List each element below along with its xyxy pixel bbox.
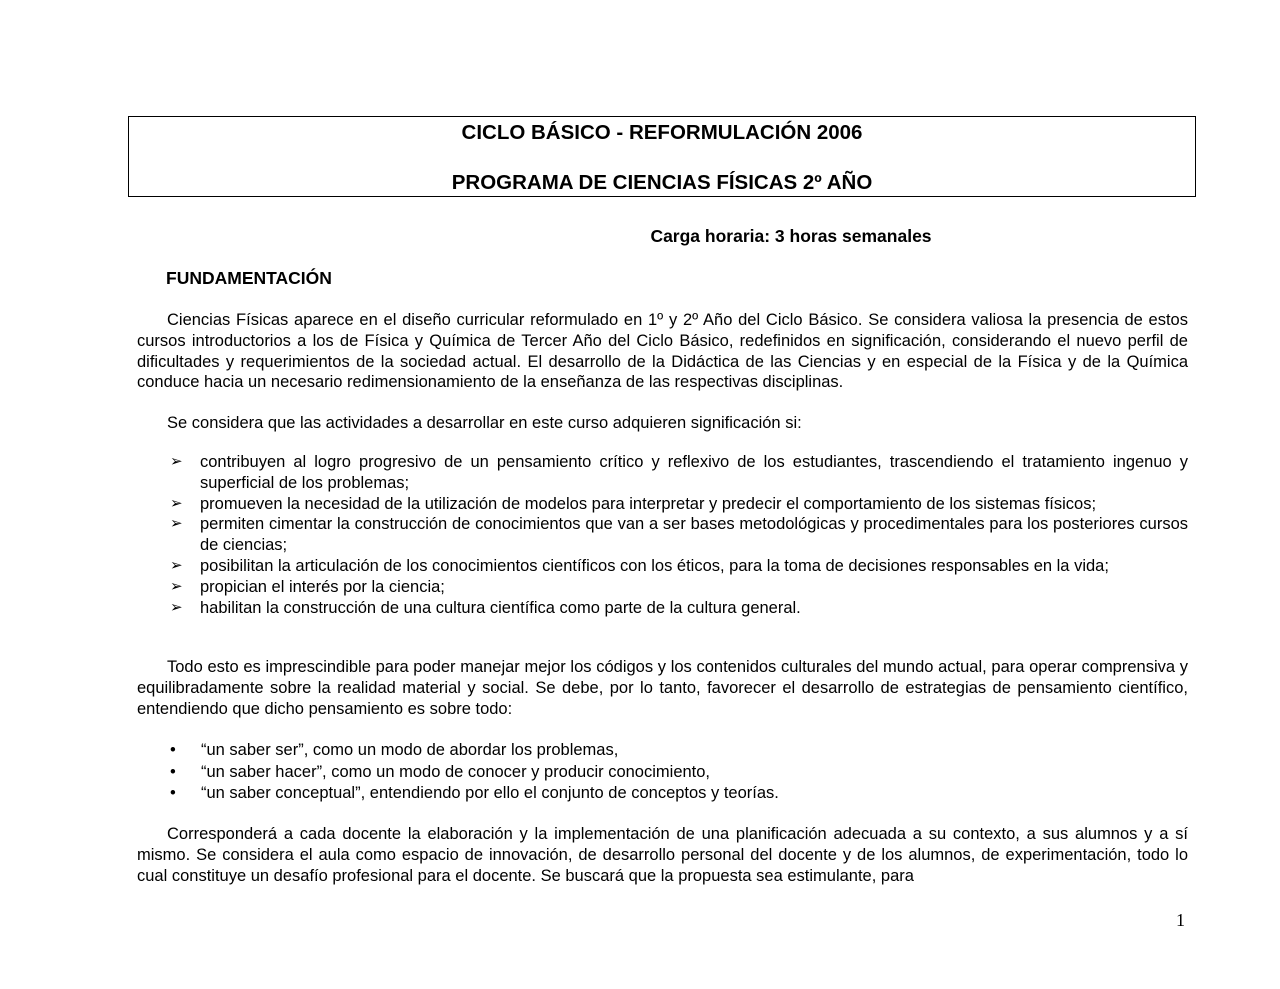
paragraph-activities: Se considera que las actividades a desarrollar en este curso adquieren significación si: bbox=[167, 414, 802, 432]
list-item bbox=[137, 598, 1188, 619]
title-box bbox=[128, 116, 1196, 197]
paragraph-codes: Todo esto es imprescindible para poder manejar mejor los códigos y los contenidos culturales del mundo actual, para operar comprensiva y equilibradamente sobre la realidad material y social. Se debe, por lo tanto, favorecer el desarrollo de estrategias de pensamiento científico, entendiendo que dicho pensamiento es sobre todo: bbox=[137, 658, 1188, 718]
list-item bbox=[137, 762, 1188, 784]
arrow-bullet-icon: ➢ bbox=[170, 515, 183, 533]
arrow-list bbox=[137, 452, 1188, 618]
list-item bbox=[137, 514, 1188, 556]
list-item-text: posibilitan la articulación de los conocimientos científicos con los éticos, para la toma de decisiones responsables en la vida; bbox=[200, 556, 1109, 575]
document-subtitle: PROGRAMA DE CIENCIAS FÍSICAS 2º AÑO bbox=[451, 171, 873, 194]
list-item-text: habilitan la construcción de una cultura científica como parte de la cultura general. bbox=[200, 598, 801, 617]
page-number: 1 bbox=[1176, 910, 1185, 930]
list-item-text: contribuyen al logro progresivo de un pensamiento crítico y reflexivo de los estudiantes, trascendiendo el tratamiento ingenuo y superficial de los problemas; bbox=[200, 453, 1188, 492]
paragraph-intro: Ciencias Físicas aparece en el diseño curricular reformulado en 1º y 2º Año del Ciclo Básico. Se considera valiosa la presencia de estos cursos introductorios a los de Física y Química de Tercer Año del Ciclo Básico, redefinidos en significación, considerando el nuevo perfil de dificultades y requerimientos de la sociedad actual. El desarrollo de la Didáctica de las Ciencias y en especial de la Física y de la Química conduce hacia un necesario redimensionamiento de la enseñanza de las respectivas disciplinas. bbox=[137, 311, 1188, 392]
list-item-text: permiten cimentar la construcción de conocimientos que van a ser bases metodológicas y procedimentales para los posteriores cursos de ciencias; bbox=[200, 515, 1188, 555]
list-item-text: propician el interés por la ciencia; bbox=[200, 577, 445, 596]
arrow-bullet-icon: ➢ bbox=[170, 453, 183, 470]
list-item-text: promueven la necesidad de la utilización de modelos para interpretar y predecir el comportamiento de los sistemas físicos; bbox=[200, 494, 1097, 513]
dot-bullet-icon: • bbox=[170, 784, 176, 802]
list-item bbox=[137, 577, 1188, 598]
arrow-bullet-icon: ➢ bbox=[170, 598, 183, 616]
list-item bbox=[137, 556, 1188, 577]
list-item bbox=[137, 452, 1188, 494]
list-item bbox=[137, 783, 1188, 805]
list-item-text: “un saber ser”, como un modo de abordar los problemas, bbox=[201, 741, 619, 759]
list-item-text: “un saber hacer”, como un modo de conocer y producir conocimiento, bbox=[201, 762, 711, 781]
list-item bbox=[137, 494, 1188, 515]
section-heading: FUNDAMENTACIÓN bbox=[166, 268, 332, 288]
dot-list bbox=[137, 740, 1188, 805]
arrow-bullet-icon: ➢ bbox=[170, 494, 183, 512]
arrow-bullet-icon: ➢ bbox=[170, 556, 183, 574]
arrow-bullet-icon: ➢ bbox=[170, 577, 183, 595]
carga-horaria: Carga horaria: 3 horas semanales bbox=[650, 226, 932, 246]
list-item-text: “un saber conceptual”, entendiendo por ello el conjunto de conceptos y teorías. bbox=[201, 784, 779, 802]
document-title: CICLO BÁSICO - REFORMULACIÓN 2006 bbox=[461, 121, 863, 144]
paragraph-teacher: Corresponderá a cada docente la elaboración y la implementación de una planificación adecuada a su contexto, a sus alumnos y a sí mismo. Se considera el aula como espacio de innovación, de desarrollo personal del docente y de los alumnos, de experimentación, todo lo cual constituye un desafío profesional para el docente. Se buscará que la propuesta sea estimulante, para bbox=[137, 825, 1188, 885]
dot-bullet-icon: • bbox=[170, 762, 176, 781]
list-item bbox=[137, 740, 1188, 762]
dot-bullet-icon: • bbox=[170, 741, 176, 759]
